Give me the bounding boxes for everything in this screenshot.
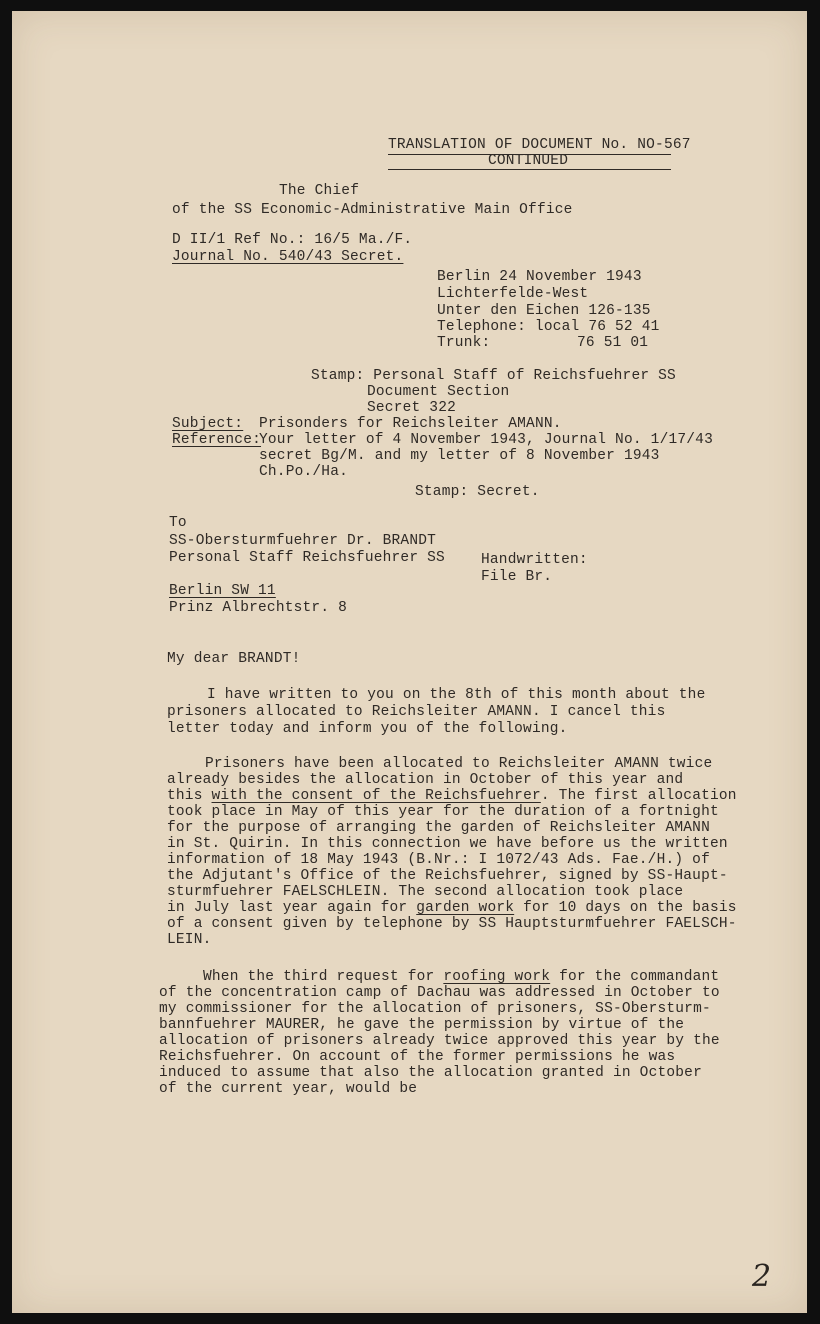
sender-ref-no: D II/1 Ref No.: 16/5 Ma./F. <box>172 232 413 248</box>
stamp-secret-number: Secret 322 <box>367 400 457 416</box>
paragraph-3-line: my commissioner for the allocation of prisoners, SS-Obersturm- <box>159 1001 711 1017</box>
recipient-office: Personal Staff Reichsfuehrer SS <box>169 550 445 566</box>
trunk-value: 76 51 01 <box>577 335 649 351</box>
paragraph-3-line: of the current year, would be <box>159 1081 418 1097</box>
paragraph-2-line: LEIN. <box>167 932 212 948</box>
paragraph-1-line: letter today and inform you of the following. <box>167 721 568 737</box>
stamp-document-section: Document Section <box>367 384 510 400</box>
paragraph-2-line: Prisoners have been allocated to Reichsleiter AMANN twice <box>205 756 713 772</box>
handwritten-label: Handwritten: <box>481 552 588 568</box>
paragraph-3-line: When the third request for roofing work for the commandant <box>203 969 720 985</box>
paragraph-1-line: I have written to you on the 8th of this month about the <box>207 687 706 703</box>
paragraph-3-line: bannfuehrer MAURER, he gave the permission by virtue of the <box>159 1017 685 1033</box>
paragraph-2-line: this with the consent of the Reichsfuehrer. The first allocation <box>167 788 737 804</box>
trunk-label: Trunk: <box>437 335 491 351</box>
telephone: Telephone: local 76 52 41 <box>437 319 660 335</box>
stamp-secret: Stamp: Secret. <box>415 484 540 500</box>
reference-line-1: Your letter of 4 November 1943, Journal No. 1/17/43 <box>259 432 713 448</box>
document-page <box>12 11 807 1313</box>
paragraph-3-line: allocation of prisoners already twice approved this year by the <box>159 1033 720 1049</box>
reference-line-3: Ch.Po./Ha. <box>259 464 349 480</box>
roofing-work-underline: roofing work <box>443 969 551 985</box>
paragraph-3-line: induced to assume that also the allocation granted in October <box>159 1065 702 1081</box>
handwritten-page-number: 2 <box>752 1259 772 1294</box>
paragraph-2-line: for the purpose of arranging the garden of Reichsleiter AMANN <box>167 820 710 836</box>
subject-label: Subject: <box>172 416 244 432</box>
paragraph-2-line: already besides the allocation in October of this year and <box>167 772 684 788</box>
garden-work-underline: garden work <box>416 900 515 916</box>
address-district: Lichterfelde-West <box>437 286 589 302</box>
sender-office: of the SS Economic-Administrative Main Office <box>172 202 573 218</box>
salutation: My dear BRANDT! <box>167 651 301 667</box>
sender-journal-no: Journal No. 540/43 Secret. <box>172 249 404 265</box>
sender-title: The Chief <box>279 183 360 199</box>
paragraph-2-line: sturmfuehrer FAELSCHLEIN. The second allocation took place <box>167 884 684 900</box>
recipient-name: SS-Obersturmfuehrer Dr. BRANDT <box>169 533 437 549</box>
header-title: TRANSLATION OF DOCUMENT No. NO-567 <box>388 137 691 153</box>
reference-line-2: secret Bg/M. and my letter of 8 November 1943 <box>259 448 660 464</box>
recipient-city: Berlin SW 11 <box>169 583 276 599</box>
paragraph-2-line: in July last year again for garden work for 10 days on the basis <box>167 900 737 916</box>
consent-underline: with the consent of the Reichsfuehrer <box>211 788 541 804</box>
paragraph-3-line: Reichsfuehrer. On account of the former permissions he was <box>159 1049 676 1065</box>
recipient-street: Prinz Albrechtstr. 8 <box>169 600 348 616</box>
address-street: Unter den Eichen 126-135 <box>437 303 651 319</box>
header-continued: CONTINUED <box>488 153 569 169</box>
subject-text: Prisonders for Reichsleiter AMANN. <box>259 416 562 432</box>
stamp-personal-staff: Stamp: Personal Staff of Reichsfuehrer SS <box>311 368 676 384</box>
paragraph-1-line: prisoners allocated to Reichsleiter AMANN. I cancel this <box>167 704 666 720</box>
header-rule-2 <box>388 169 671 170</box>
letter-date: Berlin 24 November 1943 <box>437 269 642 285</box>
paragraph-2-line: the Adjutant's Office of the Reichsfuehrer, signed by SS-Haupt- <box>167 868 728 884</box>
paragraph-2-line: information of 18 May 1943 (B.Nr.: I 1072/43 Ads. Fae./H.) of <box>167 852 710 868</box>
paragraph-2-line: of a consent given by telephone by SS Hauptsturmfuehrer FAELSCH- <box>167 916 737 932</box>
reference-label: Reference: <box>172 432 262 448</box>
paragraph-2-line: took place in May of this year for the duration of a fortnight <box>167 804 719 820</box>
handwritten-file: File Br. <box>481 569 553 585</box>
paragraph-3-line: of the concentration camp of Dachau was addressed in October to <box>159 985 720 1001</box>
paragraph-2-line: in St. Quirin. In this connection we have before us the written <box>167 836 728 852</box>
recipient-to: To <box>169 515 187 531</box>
